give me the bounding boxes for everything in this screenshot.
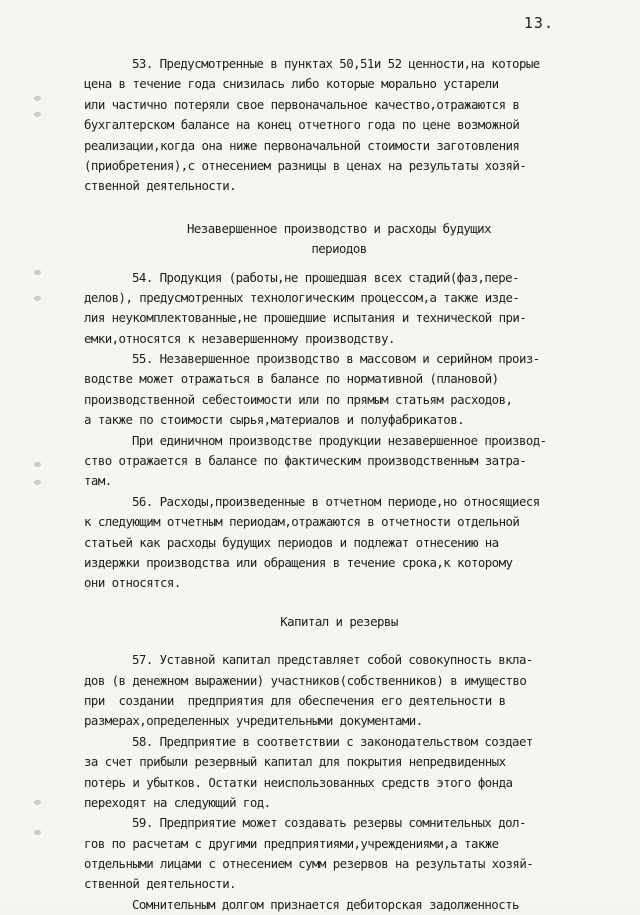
text-line: бухгалтерском балансе на конец отчетного года по цене возможной (84, 117, 520, 133)
text-line: Сомнительным долгом признается дебиторская задолженность (132, 896, 519, 912)
text-line: там. (84, 473, 112, 489)
text-line: ственной деятельности. (84, 178, 237, 194)
page-number: 13. (523, 14, 554, 32)
text-line: делов), предусмотренных технологическим процессом,а также изде- (84, 289, 520, 305)
text-line: гов по расчетам с другими предприятиями,учреждениями,а также (84, 835, 499, 851)
binder-mark (34, 96, 41, 101)
text-line: или частично потеряли свое первоначальное качество,отражаются в (84, 96, 520, 112)
binder-mark (34, 112, 41, 117)
text-line: ство отражается в балансе по фактическим производственным затра- (84, 453, 527, 469)
spacer (84, 594, 594, 612)
section-heading: периодов (311, 241, 367, 257)
spacer (84, 260, 594, 268)
text-line: 58. Предприятие в соответствии с законодательством создает (132, 733, 533, 749)
text-line: 56. Расходы,произведенные в отчетном периоде,но относящиеся (132, 493, 540, 509)
binder-mark (34, 830, 41, 835)
text-line: цена в течение года снизилась либо которые морально устарели (84, 76, 499, 92)
text-line: размерах,определенных учредительными документами. (84, 713, 423, 729)
binder-mark (34, 270, 41, 275)
text-line: переходят на следующий год. (84, 794, 271, 810)
section-heading: Капитал и резервы (280, 613, 398, 629)
document-body (84, 54, 594, 915)
text-line: ственной деятельности. (84, 876, 237, 892)
text-line: 57. Уставной капитал представляет собой совокупность вкла- (132, 652, 533, 668)
text-line: 55. Незавершенное производство в массовом и серийном произ- (132, 351, 540, 367)
text-line: 53. Предусмотренные в пунктах 50,51и 52 ценности,на которые (132, 56, 540, 71)
spacer (84, 632, 594, 650)
text-line: статьей как расходы будущих периодов и подлежат отнесению на (84, 534, 499, 550)
text-line: 54. Продукция (работы,не прошедшая всех стадий(фаз,пере- (132, 269, 519, 285)
binder-mark (34, 480, 41, 485)
binder-mark (34, 462, 41, 467)
text-line: водстве может отражаться в балансе по нормативной (плановой) (84, 371, 499, 387)
text-line: потерь и убытков. Остатки неиспользованных средств этого фонда (84, 774, 513, 790)
text-line: При единичном производстве продукции незавершенное производ- (132, 432, 547, 448)
text-line: к следующим отчетным периодам,отражаются в отчетности отдельной (84, 514, 520, 530)
text-line: а также по стоимости сырья,материалов и полуфабрикатов. (84, 412, 465, 428)
binder-mark (34, 800, 41, 805)
text-line: (приобретения),с отнесением разницы в ценах на результаты хозяй- (84, 157, 527, 173)
section-heading: Незавершенное производство и расходы будущих (186, 220, 492, 236)
text-line: за счет прибыли резервный капитал для покрытия непредвиденных (84, 754, 506, 770)
text-line: реализации,когда она ниже первоначальной стоимости заготовления (84, 137, 520, 153)
spacer (84, 197, 594, 219)
text-line: издержки производства или обращения в течение срока,к которому (84, 554, 513, 570)
text-line: лия неукомплектованные,не прошедшие испытания и технической при- (84, 310, 527, 326)
text-line: дов (в денежном выражении) участников(собственников) в имущество (84, 672, 527, 688)
text-line: отдельными лицами с отнесением сумм резервов на результаты хозяй- (84, 856, 534, 872)
text-line: они относятся. (84, 575, 181, 591)
text-line: при создании предприятия для обеспечения его деятельности в (84, 692, 506, 708)
text-line: производственной себестоимости или по прямым статьям расходов, (84, 391, 513, 407)
text-line: емки,относятся к незавершенному производству. (84, 330, 395, 346)
binder-mark (34, 296, 41, 301)
text-line: 59. Предприятие может создавать резервы сомнительных дол- (132, 815, 526, 831)
